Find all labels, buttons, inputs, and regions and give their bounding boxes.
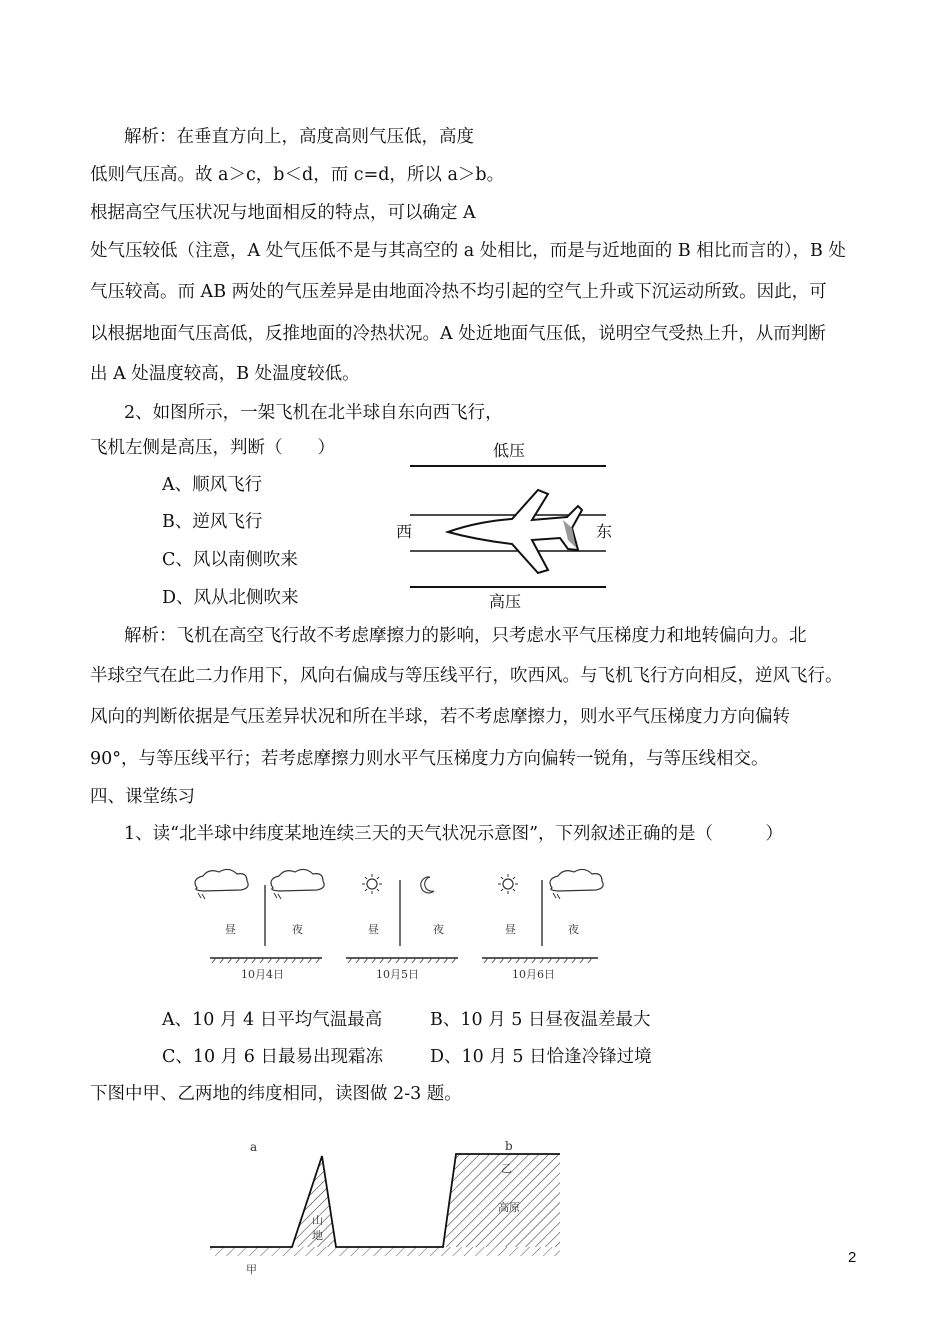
east-label: 东 — [596, 522, 613, 541]
label-mountain-2: 地 — [312, 1229, 323, 1242]
analysis-2-line-4: 90°，与等压线平行；若考虑摩擦力则水平气压梯度力方向偏转一锐角，与等压线相交。 — [90, 749, 769, 769]
label-jia: 甲 — [246, 1263, 257, 1276]
label-b: b — [505, 1139, 513, 1153]
analysis-2-line-3: 风向的判断依据是气压差异状况和所在半球，若不考虑摩擦力，则水平气压梯度力方向偏转 — [90, 707, 790, 727]
practice-option-d: D、10 月 5 日恰逢冷锋过境 — [430, 1047, 652, 1067]
option-b: B、逆风飞行 — [162, 512, 263, 532]
analysis-1-line-2: 低则气压高。故 a＞c，b＜d，而 c=d，所以 a＞b。 — [90, 165, 505, 185]
high-pressure-label: 高压 — [489, 592, 522, 611]
analysis-2-line-1: 解析：飞机在高空飞行故不考虑摩擦力的影响，只考虑水平气压梯度力和地转偏向力。北 — [124, 626, 807, 646]
analysis-1-line-7: 出 A 处温度较高，B 处温度较低。 — [90, 364, 360, 384]
analysis-1-line-1: 解析：在垂直方向上，高度高则气压低，高度 — [124, 127, 474, 147]
ground-hatching — [210, 1247, 560, 1256]
analysis-1-line-3: 根据高空气压状况与地面相反的特点，可以确定 A — [90, 203, 476, 223]
day-label-1: 昼 — [225, 923, 236, 936]
label-yi: 乙 — [501, 1162, 512, 1175]
page-number: 2 — [848, 1249, 857, 1266]
analysis-1-line-6: 以根据地面气压高低，反推地面的冷热状况。A 处近地面气压低，说明空气受热上升，从而判断 — [90, 324, 826, 344]
option-d: D、风从北侧吹来 — [162, 588, 299, 608]
date-label-3: 10月6日 — [512, 968, 555, 981]
west-label: 西 — [396, 522, 413, 541]
option-a: A、顺风飞行 — [162, 475, 263, 495]
question-2-line-1: 2、如图所示，一架飞机在北半球自东向西飞行， — [124, 403, 503, 423]
night-label-2: 夜 — [433, 923, 444, 936]
question-2-line-2: 飞机左侧是高压，判断（ ） — [90, 438, 335, 458]
practice-option-c: C、10 月 6 日最易出现霜冻 — [162, 1047, 383, 1067]
label-a: a — [250, 1140, 258, 1154]
practice-question-1: 1、读“北半球中纬度某地连续三天的天气状况示意图”，下列叙述正确的是（ ） — [124, 824, 784, 844]
night-label-1: 夜 — [292, 923, 303, 936]
analysis-1-line-5: 气压较高。而 AB 两处的气压差异是由地面冷热不均引起的空气上升或下沉运动所致。因此，可 — [90, 282, 827, 302]
practice-option-b: B、10 月 5 日昼夜温差最大 — [430, 1010, 651, 1030]
date-label-2: 10月5日 — [376, 968, 419, 981]
label-plateau: 高原 — [498, 1201, 520, 1214]
option-c: C、风以南侧吹来 — [162, 550, 298, 570]
low-pressure-label: 低压 — [493, 441, 526, 460]
analysis-2-line-2: 半球空气在此二力作用下，风向右偏成与等压线平行，吹西风。与飞机飞行方向相反，逆风飞行。 — [90, 666, 843, 686]
day-label-3: 昼 — [505, 923, 516, 936]
label-mountain-1: 山 — [312, 1214, 323, 1227]
section-heading-practice: 四、课堂练习 — [90, 787, 195, 807]
analysis-1-line-4: 处气压较低（注意，A 处气压低不是与其高空的 a 处相比，而是与近地面的 B 相比而言的），B 处 — [90, 241, 846, 261]
question-2-3-intro: 下图中甲、乙两地的纬度相同，读图做 2-3 题。 — [90, 1084, 462, 1104]
night-label-3: 夜 — [568, 923, 579, 936]
practice-option-a: A、10 月 4 日平均气温最高 — [162, 1010, 383, 1030]
day-label-2: 昼 — [368, 923, 379, 936]
date-label-1: 10月4日 — [241, 968, 284, 981]
